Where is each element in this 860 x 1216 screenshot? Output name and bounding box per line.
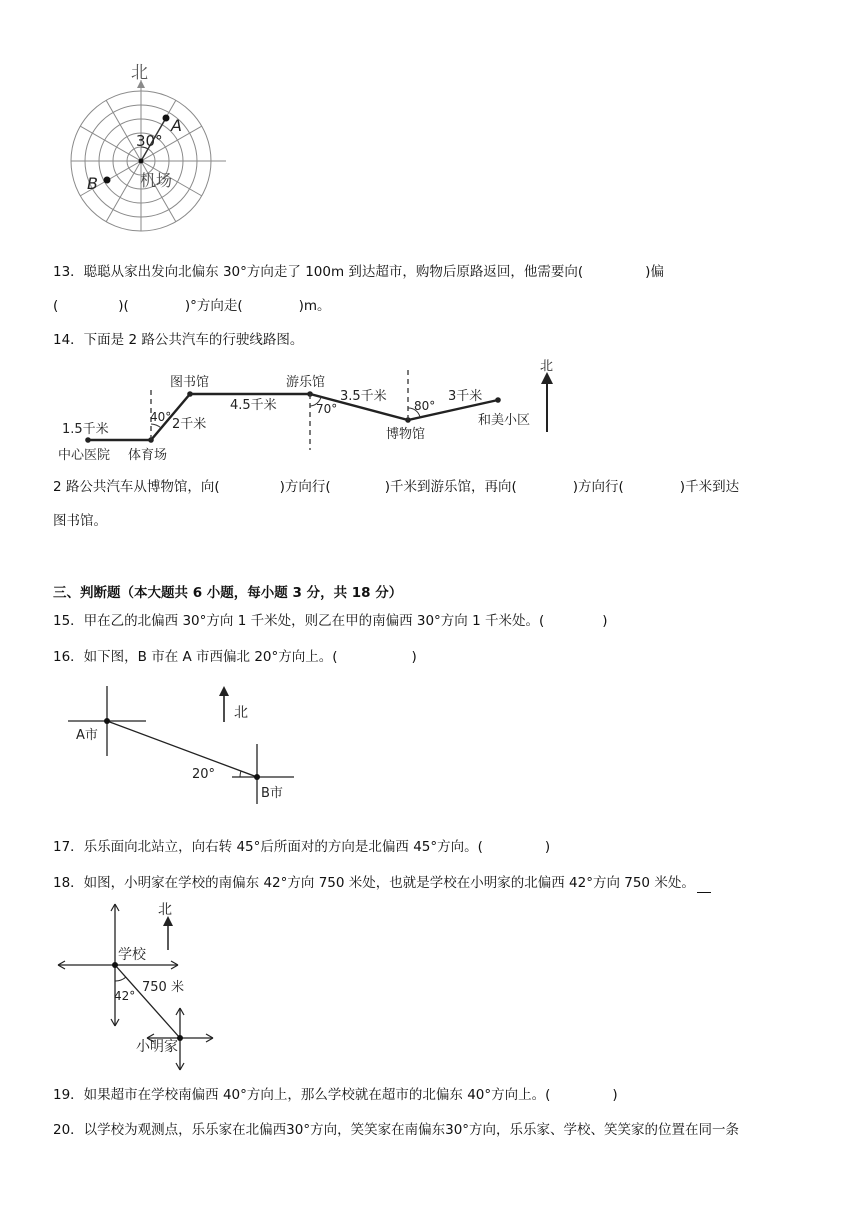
station-museum: 博物馆 xyxy=(386,427,426,442)
bus-route-map xyxy=(50,358,570,466)
question-13-line-1: 13．聪聪从家出发向北偏东 30°方向走了 100m 到达超市，购物后原路返回，他需要向( )偏 xyxy=(53,264,664,280)
route-north-label: 北 xyxy=(540,359,554,374)
city-angle-label: 20° xyxy=(192,767,216,782)
distance-4: 3.5千米 xyxy=(340,389,387,404)
station-community: 和美小区 xyxy=(478,413,531,428)
question-19: 19．如果超市在学校南偏西 40°方向上，那么学校就在超市的北偏东 40°方向上。( ) xyxy=(53,1087,618,1103)
question-17: 17．乐乐面向北站立，向右转 45°后所面对的方向是北偏西 45°方向。( ) xyxy=(53,839,551,855)
compass-north-label: 北 xyxy=(131,63,148,83)
question-18: 18．如图，小明家在学校的南偏东 42°方向 750 米处，也就是学校在小明家的北偏西 42°方向 750 米处。 xyxy=(53,873,711,893)
angle-70: 70° xyxy=(316,402,338,416)
question-20: 20．以学校为观测点，乐乐家在北偏西30°方向，笑笑家在南偏东30°方向，乐乐家、学校、笑笑家的位置在同一条 xyxy=(53,1122,740,1138)
point-a-marker xyxy=(163,115,170,122)
point-b-marker xyxy=(104,177,111,184)
school-north-label: 北 xyxy=(158,902,172,918)
city-b-label: B市 xyxy=(261,786,283,801)
distance-5: 3千米 xyxy=(448,389,483,404)
question-14-line-1: 2 路公共汽车从博物馆，向( )方向行( )千米到游乐馆，再向( )方向行( )千米到达 xyxy=(53,479,740,495)
distance-label: 750 米 xyxy=(142,980,184,995)
airport-label: 机场 xyxy=(140,171,173,190)
school-angle-label: 42° xyxy=(114,989,136,1003)
school-label: 学校 xyxy=(118,947,146,963)
station-stadium: 体育场 xyxy=(128,448,168,463)
point-b-label: B xyxy=(87,174,98,193)
compass-angle-label: 30° xyxy=(136,132,163,150)
city-direction-figure xyxy=(62,680,312,810)
station-library: 图书馆 xyxy=(170,375,210,390)
point-a-label: A xyxy=(171,116,182,135)
angle-40: 40° xyxy=(150,410,172,424)
distance-1: 1.5千米 xyxy=(62,422,109,437)
question-15: 15．甲在乙的北偏西 30°方向 1 千米处，则乙在甲的南偏西 30°方向 1 千米处。( ) xyxy=(53,613,608,629)
question-14-stem: 14．下面是 2 路公共汽车的行驶线路图。 xyxy=(53,332,304,348)
compass-figure xyxy=(50,58,240,248)
question-14-line-2: 图书馆。 xyxy=(53,513,107,529)
question-13-line-2: ( )( )°方向走( )m。 xyxy=(53,298,331,314)
distance-3: 4.5千米 xyxy=(230,398,277,413)
section-3-title: 三、判断题（本大题共 6 小题，每小题 3 分，共 18 分） xyxy=(53,585,403,601)
station-park: 游乐馆 xyxy=(286,375,326,390)
question-16: 16．如下图，B 市在 A 市西偏北 20°方向上。( ) xyxy=(53,649,417,665)
station-hospital: 中心医院 xyxy=(58,448,111,463)
city-north-label: 北 xyxy=(234,705,248,721)
angle-80: 80° xyxy=(414,399,436,413)
home-label: 小明家 xyxy=(136,1039,178,1055)
city-a-label: A市 xyxy=(76,728,98,743)
distance-2: 2千米 xyxy=(172,417,207,432)
school-home-figure xyxy=(50,898,230,1074)
